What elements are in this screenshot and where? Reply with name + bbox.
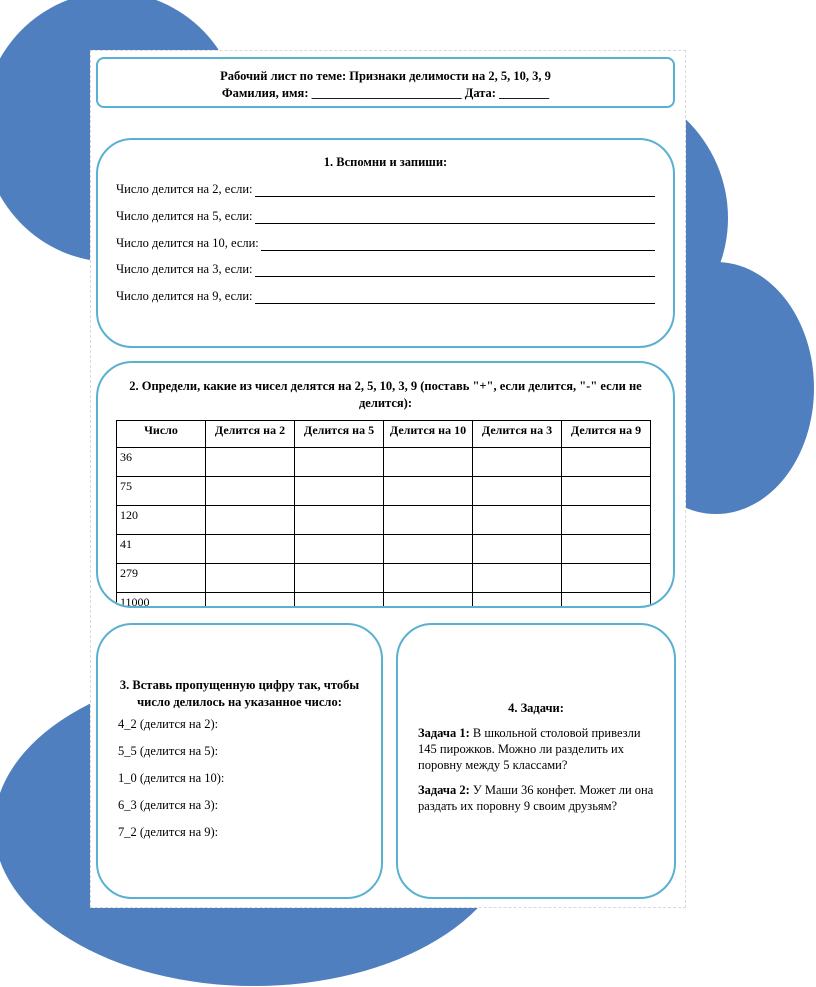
rule-line-9 (116, 289, 655, 304)
answer-cell[interactable] (562, 448, 651, 477)
number-cell: 11000 (117, 593, 206, 609)
rule-label: Число делится на 9, если: (116, 289, 253, 303)
column-header: Делится на 2 (206, 421, 295, 448)
missing-digit-item: 6_3 (делится на 3): (118, 798, 219, 812)
answer-cell[interactable] (562, 506, 651, 535)
table-row (117, 448, 651, 477)
table-row (117, 477, 651, 506)
number-cell: 120 (117, 506, 206, 535)
answer-cell[interactable] (562, 477, 651, 506)
name-date-line: Фамилия, имя: ________________________ Дата: ________ (221, 86, 550, 100)
missing-digit-item: 5_5 (делится на 5): (118, 744, 219, 758)
section-divisibility-table (96, 361, 675, 608)
answer-cell[interactable] (473, 477, 562, 506)
table-row (117, 564, 651, 593)
answer-cell[interactable] (206, 593, 295, 609)
task-label: Задача 1: (418, 726, 470, 740)
answer-cell[interactable] (384, 564, 473, 593)
rule-line-10 (116, 236, 655, 251)
section-missing-digit (96, 623, 383, 899)
answer-cell[interactable] (295, 564, 384, 593)
task-text: В школьной столовой привезли 145 пирожков. Можно ли разделить их поровну между 5 классами? (418, 726, 641, 772)
answer-cell[interactable] (295, 535, 384, 564)
answer-cell[interactable] (384, 477, 473, 506)
answer-cell[interactable] (206, 506, 295, 535)
rule-line-5 (116, 209, 655, 224)
rule-line-3 (116, 262, 655, 277)
answer-cell[interactable] (473, 535, 562, 564)
answer-cell[interactable] (384, 535, 473, 564)
section-recall (96, 138, 675, 348)
answer-blank (255, 184, 655, 197)
answer-cell[interactable] (295, 477, 384, 506)
answer-cell[interactable] (206, 564, 295, 593)
answer-cell[interactable] (384, 448, 473, 477)
column-header: Делится на 5 (295, 421, 384, 448)
answer-blank (255, 291, 655, 304)
answer-cell[interactable] (562, 593, 651, 609)
section-missing-digit-title: 3. Вставь пропущенную цифру так, чтобы число делилось на указанное число: (119, 678, 360, 709)
answer-cell[interactable] (206, 535, 295, 564)
task-text: У Маши 36 конфет. Может ли она раздать их поровну 9 своим друзьям? (418, 783, 654, 813)
answer-cell[interactable] (206, 448, 295, 477)
column-header: Делится на 3 (473, 421, 562, 448)
worksheet-title: Рабочий лист по теме: Признаки делимости на 2, 5, 10, 3, 9 (220, 69, 551, 83)
table-header-row (117, 421, 651, 448)
answer-cell[interactable] (473, 564, 562, 593)
missing-digit-item: 4_2 (делится на 2): (118, 717, 219, 731)
table-row (117, 593, 651, 609)
answer-blank (255, 264, 655, 277)
number-cell: 279 (117, 564, 206, 593)
number-cell: 75 (117, 477, 206, 506)
column-header: Делится на 9 (562, 421, 651, 448)
answer-cell[interactable] (295, 593, 384, 609)
answer-cell[interactable] (562, 564, 651, 593)
answer-cell[interactable] (473, 593, 562, 609)
divisibility-table (116, 420, 651, 608)
worksheet-header (96, 57, 675, 108)
column-header: Делится на 10 (384, 421, 473, 448)
word-problem-2 (418, 782, 660, 814)
number-cell: 36 (117, 448, 206, 477)
column-header: Число (117, 421, 206, 448)
table-row (117, 506, 651, 535)
number-cell: 41 (117, 535, 206, 564)
section-word-problems (396, 623, 676, 899)
rule-label: Число делится на 2, если: (116, 182, 253, 196)
answer-cell[interactable] (206, 477, 295, 506)
section-recall-title: 1. Вспомни и запиши: (323, 155, 448, 169)
answer-cell[interactable] (384, 593, 473, 609)
section-table-title: 2. Определи, какие из чисел делятся на 2, 5, 10, 3, 9 (поставь "+", если делится, "-" если не делится): (129, 379, 642, 410)
answer-cell[interactable] (473, 506, 562, 535)
answer-cell[interactable] (384, 506, 473, 535)
answer-cell[interactable] (473, 448, 562, 477)
missing-digit-item: 1_0 (делится на 10): (118, 771, 225, 785)
answer-cell[interactable] (562, 535, 651, 564)
rule-label: Число делится на 5, если: (116, 209, 253, 223)
word-problem-1 (418, 725, 660, 773)
section-word-problems-title: 4. Задачи: (508, 701, 564, 715)
answer-cell[interactable] (295, 448, 384, 477)
answer-blank (255, 211, 655, 224)
task-label: Задача 2: (418, 783, 470, 797)
rule-label: Число делится на 3, если: (116, 262, 253, 276)
missing-digit-item: 7_2 (делится на 9): (118, 825, 219, 839)
rule-line-2 (116, 182, 655, 197)
rule-label: Число делится на 10, если: (116, 236, 259, 250)
table-row (117, 535, 651, 564)
answer-cell[interactable] (295, 506, 384, 535)
answer-blank (261, 238, 655, 251)
